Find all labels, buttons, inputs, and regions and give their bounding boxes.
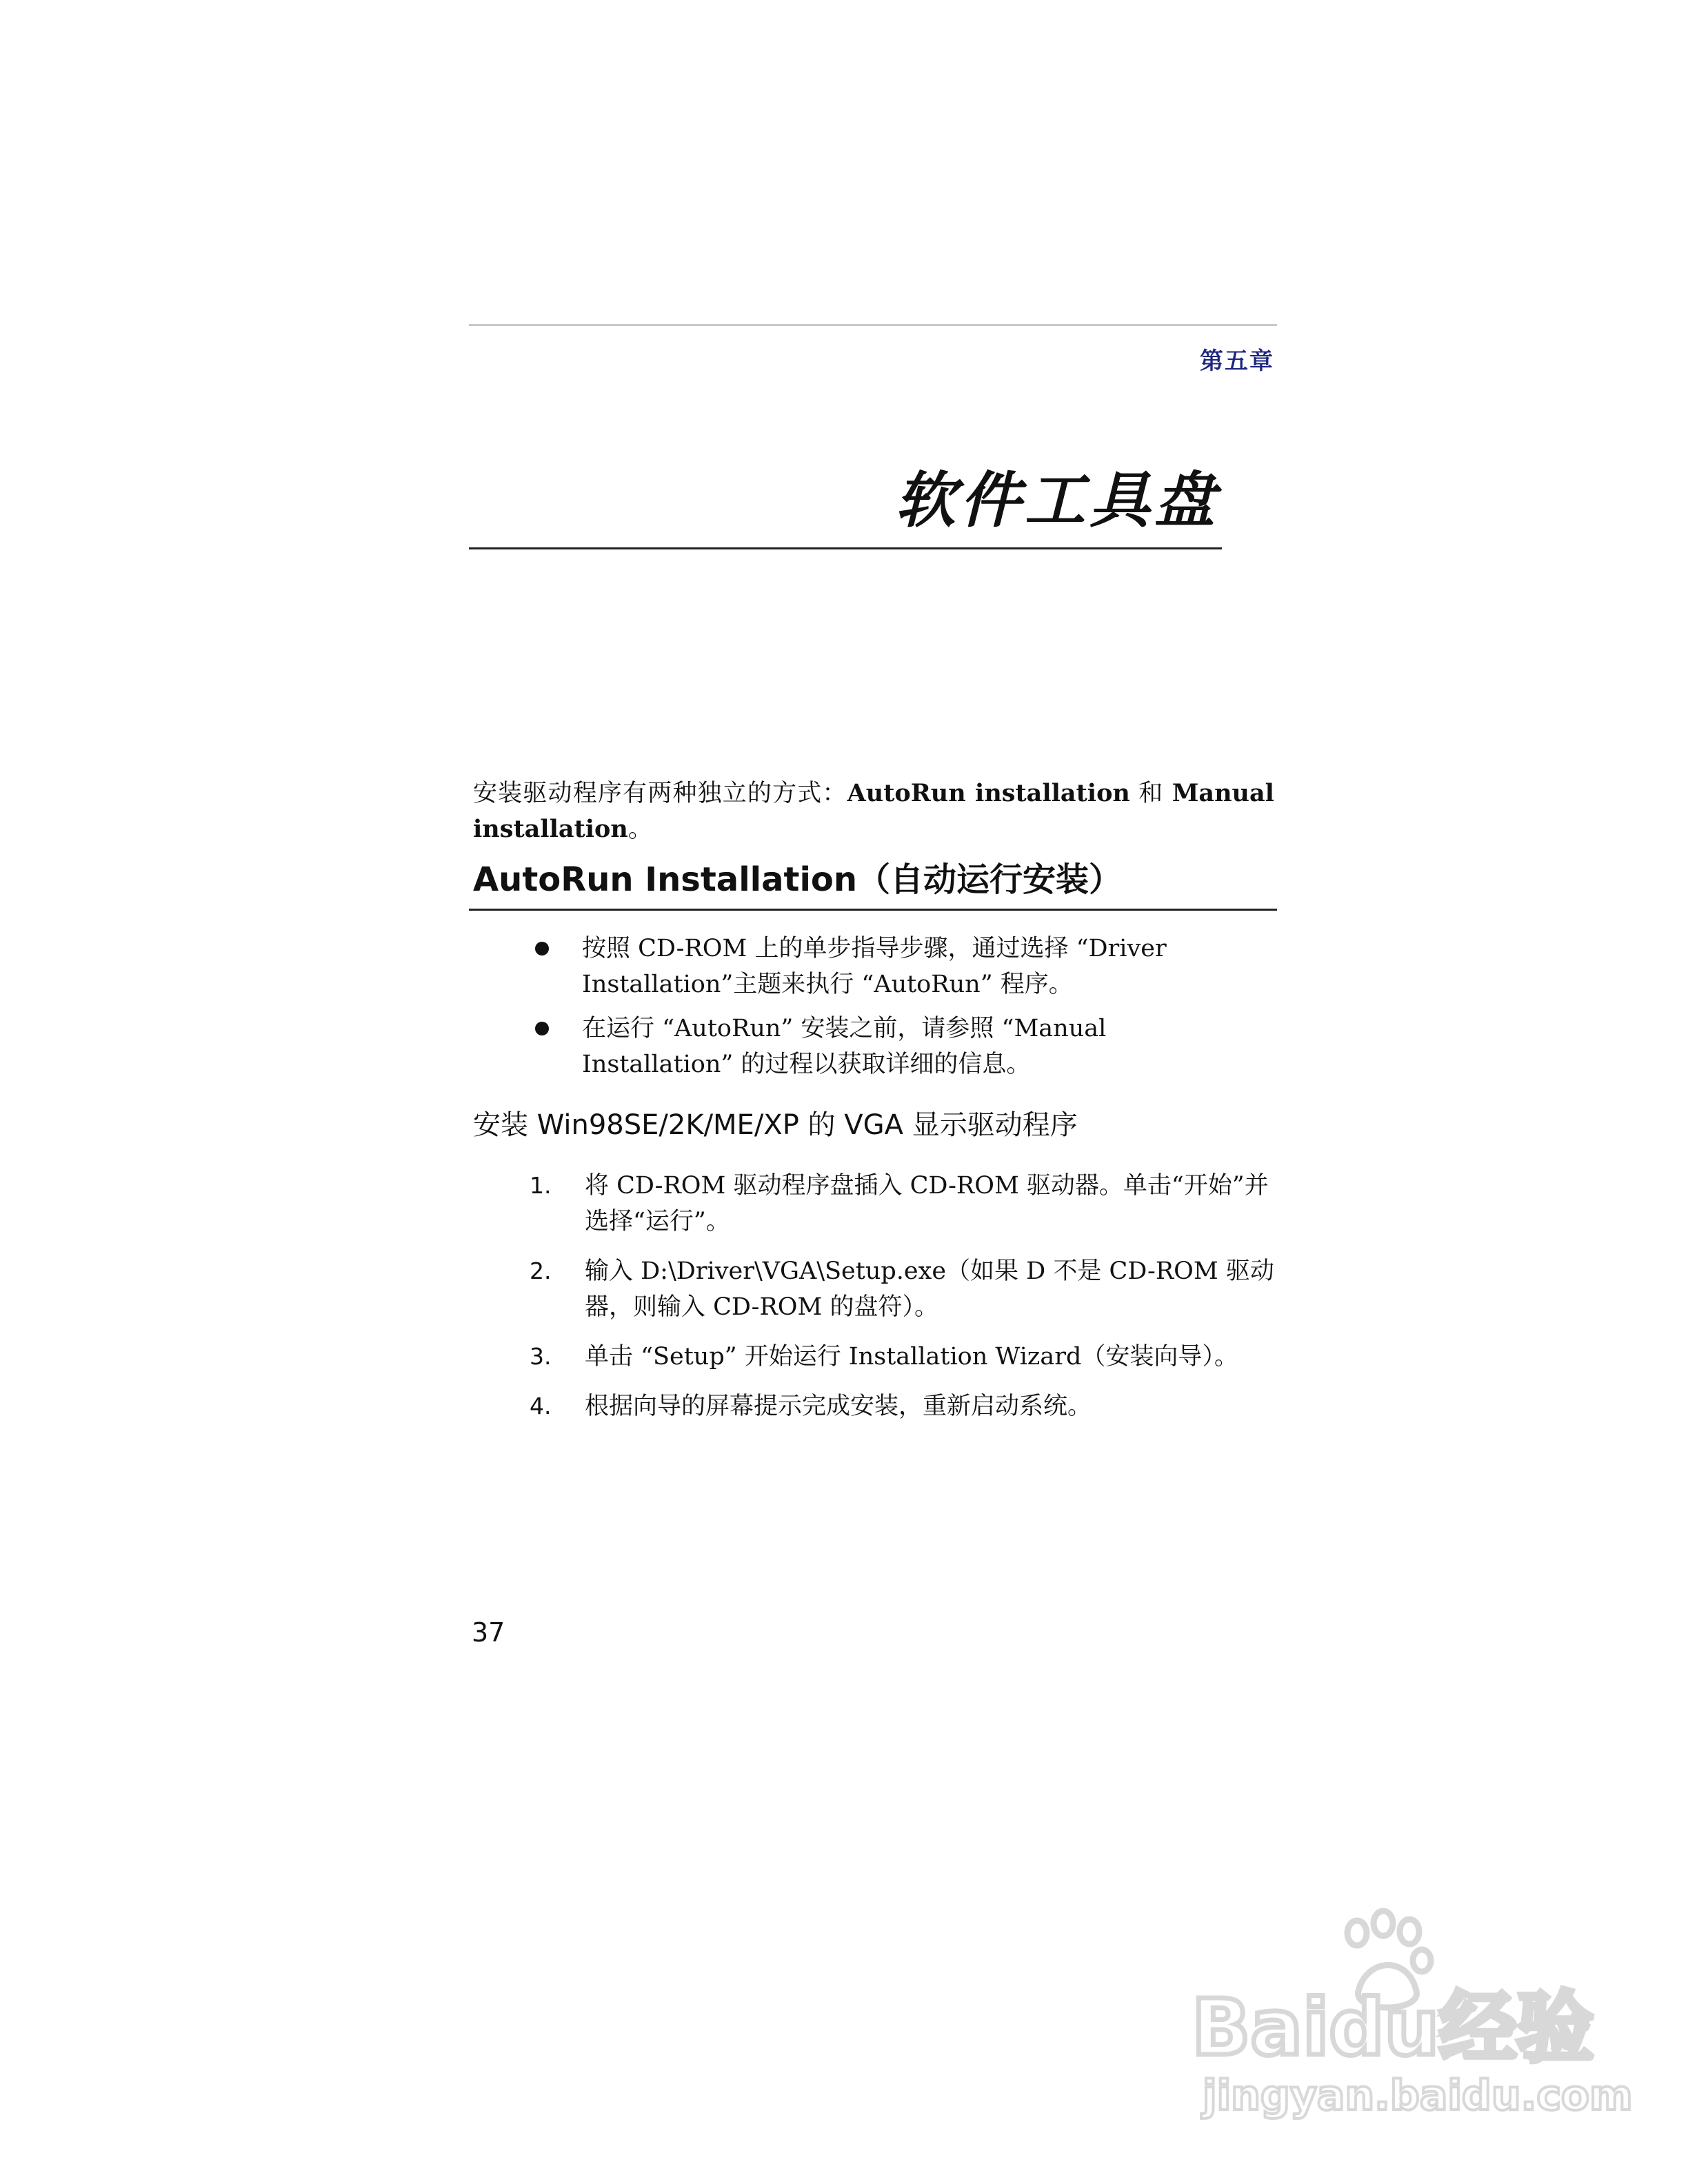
autorun-bullet-list [524,931,1255,1091]
section-heading-autorun: AutoRun Installation（自动运行安装） [473,860,1123,899]
intro-paragraph [473,776,1274,847]
step-item [524,1253,1276,1325]
vga-steps-list [524,1168,1276,1438]
section-heading-rule [469,909,1277,911]
intro-conjunction: 和 [1138,780,1164,807]
step-item [524,1168,1276,1240]
watermark-brand: Baidu经验 [1192,1983,1594,2073]
subsection-heading-vga: 安装 Win98SE/2K/ME/XP 的 VGA 显示驱动程序 [473,1109,1078,1141]
step-number: 1. [530,1172,552,1199]
step-number: 2. [530,1257,552,1284]
bullet-dot-icon [535,942,549,956]
intro-method-manual: Manual installation [473,779,1274,843]
bullet-item [524,1011,1255,1082]
bullet-text: 按照 CD-ROM 上的单步指导步骤，通过选择 “Driver Installation”主题来执行 “AutoRun” 程序。 [582,935,1167,998]
step-item [524,1388,1276,1424]
watermark-url: jingyan.baidu.com [1203,2072,1633,2120]
chapter-title: 软件工具盘 [894,465,1219,536]
bullet-text: 在运行 “AutoRun” 安装之前，请参照 “Manual Installation” 的过程以获取详细的信息。 [582,1015,1107,1078]
baidu-watermark-logo [1186,1910,1633,2120]
chapter-label: 第五章 [1200,347,1274,375]
bullet-dot-icon [535,1022,549,1035]
step-text: 将 CD-ROM 驱动程序盘插入 CD-ROM 驱动器。单击“开始”并选择“运行”。 [585,1172,1269,1235]
intro-end: 。 [627,816,652,843]
step-text: 输入 D:\Driver\VGA\Setup.exe（如果 D 不是 CD-ROM 驱动器，则输入 CD-ROM 的盘符）。 [585,1257,1274,1321]
bullet-item [524,931,1255,1002]
intro-method-auto: AutoRun installation [847,779,1130,807]
header-top-rule [469,324,1277,326]
page-number: 37 [472,1617,505,1648]
chapter-title-rule [469,547,1222,549]
step-text: 单击 “Setup” 开始运行 Installation Wizard（安装向导）。 [585,1343,1238,1371]
step-number: 4. [530,1393,552,1419]
step-text: 根据向导的屏幕提示完成安装，重新启动系统。 [585,1393,1092,1420]
intro-lead: 安装驱动程序有两种独立的方式： [473,780,847,807]
step-item [524,1339,1276,1375]
step-number: 3. [530,1343,552,1370]
